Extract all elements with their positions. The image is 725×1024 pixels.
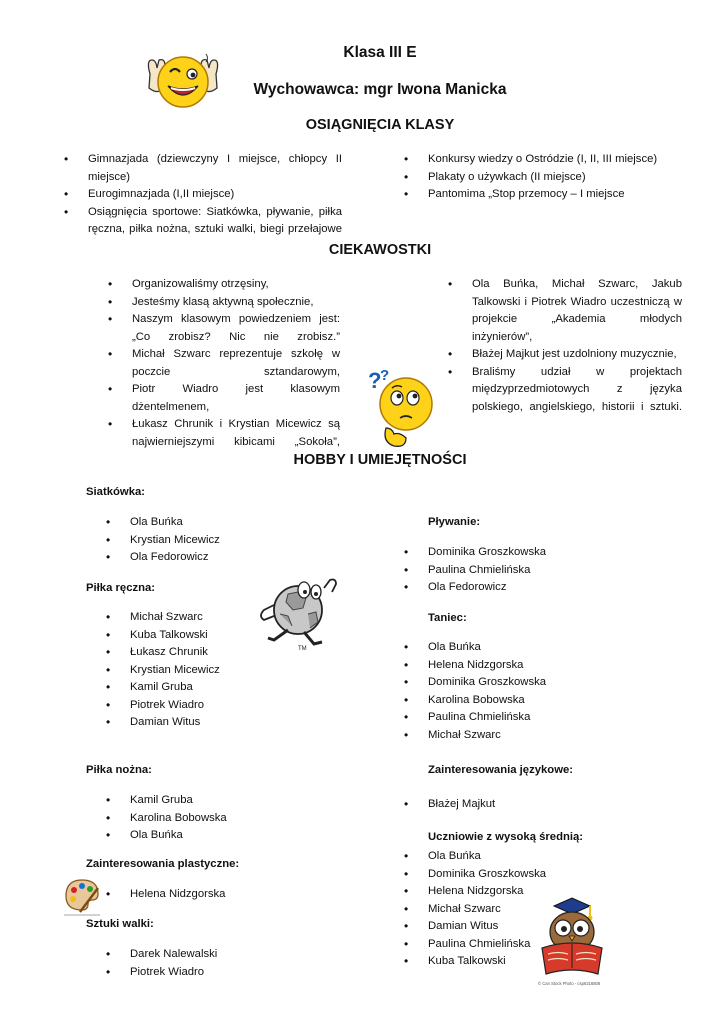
handball-label: Piłka ręczna: bbox=[86, 582, 156, 594]
list-item: • Plakaty o używkach (II miejsce) bbox=[402, 169, 692, 187]
list-item: • Paulina Chmielińska bbox=[402, 936, 602, 954]
list-item: • Helena Nidzgorska bbox=[104, 886, 304, 904]
list-item: • Naszym klasowym powiedzeniem jest: „Co zrobisz? Nic nie zrobisz.” bbox=[106, 311, 340, 346]
swimming-label: Pływanie: bbox=[428, 516, 481, 528]
list-item: • Błażej Majkut jest uzdolniony muzycznie, bbox=[446, 346, 682, 364]
list-item: • Organizowaliśmy otrzęsiny, bbox=[106, 276, 340, 294]
list-item: • Damian Witus bbox=[402, 918, 602, 936]
list-item: • Piotr Wiadro jest klasowym dżentelmenem, bbox=[106, 381, 340, 416]
list-item: • Kamil Gruba bbox=[104, 792, 304, 810]
dance-list bbox=[402, 639, 642, 744]
list-item: • Michał Szwarc reprezentuje szkołę w poczcie sztandarowym, bbox=[106, 346, 340, 381]
trivia-heading: CIEKAWOSTKI bbox=[328, 242, 432, 258]
football-list bbox=[104, 792, 304, 845]
football-label: Piłka nożna: bbox=[86, 764, 152, 776]
list-item: • Ola Buńka bbox=[104, 827, 304, 845]
list-item: • Dominika Groszkowska bbox=[402, 866, 602, 884]
list-item: • Gimnazjada (dziewczyny I miejsce, chłopcy II miejsce) bbox=[62, 151, 342, 186]
volleyball-list bbox=[104, 514, 304, 567]
list-item: • Helena Nidzgorska bbox=[402, 883, 602, 901]
class-title: Klasa III E bbox=[343, 44, 417, 61]
swimming-list bbox=[402, 544, 642, 597]
list-item: • Damian Witus bbox=[104, 714, 304, 732]
list-item: • Krystian Micewicz bbox=[104, 662, 304, 680]
list-item: • Piotrek Wiadro bbox=[104, 697, 304, 715]
art-list bbox=[104, 886, 304, 904]
list-item: • Krystian Micewicz bbox=[104, 532, 304, 550]
achievements-heading: OSIĄGNIĘCIA KLASY bbox=[305, 117, 455, 133]
list-item: • Karolina Bobowska bbox=[104, 810, 304, 828]
reading-owl-icon bbox=[536, 892, 608, 988]
list-item: • Darek Nalewalski bbox=[104, 946, 304, 964]
list-item: • Dominika Groszkowska bbox=[402, 544, 642, 562]
list-item: • Paulina Chmielińska bbox=[402, 709, 642, 727]
list-item: • Eurogimnazjada (I,II miejsce) bbox=[62, 186, 342, 204]
list-item: • Dominika Groszkowska bbox=[402, 674, 642, 692]
list-item: • Michał Szwarc bbox=[104, 609, 304, 627]
list-item: • Błażej Majkut bbox=[402, 796, 642, 814]
list-item: • Łukasz Chrunik i Krystian Micewicz są najwierniejszymi kibicami „Sokoła”, bbox=[106, 416, 340, 451]
list-item: • Piotrek Wiadro bbox=[104, 964, 304, 982]
hobby-heading: HOBBY I UMIEJĘTNOŚCI bbox=[293, 452, 467, 468]
list-item: • Karolina Bobowska bbox=[402, 692, 642, 710]
art-label: Zainteresowania plastyczne: bbox=[86, 858, 240, 870]
list-item: • Kuba Talkowski bbox=[402, 953, 602, 971]
list-item: • Jesteśmy klasą aktywną społecznie, bbox=[106, 294, 340, 312]
list-item: • Ola Buńka bbox=[402, 639, 642, 657]
list-item: • Kuba Talkowski bbox=[104, 627, 304, 645]
list-item: • Konkursy wiedzy o Ostródzie (I, II, III miejsce) bbox=[402, 151, 692, 169]
thinking-smiley-icon bbox=[366, 366, 438, 450]
list-item: • Braliśmy udział w projektach międzyprzedmiotowych z języka polskiego, angielskiego, historii i sztuki. bbox=[446, 364, 682, 417]
martial-arts-label: Sztuki walki: bbox=[86, 918, 154, 930]
list-item: • Ola Fedorowicz bbox=[104, 549, 304, 567]
paint-palette-icon bbox=[62, 876, 102, 916]
list-item: • Pantomima „Stop przemocy – I miejsce bbox=[402, 186, 692, 204]
list-item: • Osiągnięcia sportowe: Siatkówka, pływanie, piłka ręczna, piłka nożna, sztuki walki, biegi przełajowe bbox=[62, 204, 342, 239]
list-item: • Ola Buńka bbox=[104, 514, 304, 532]
list-item: • Helena Nidzgorska bbox=[402, 657, 642, 675]
list-item: • Ola Buńka, Michał Szwarc, Jakub Talkowski i Piotrek Wiadro uczestniczą w projekcie „Akademia młodych inżynierów”, bbox=[446, 276, 682, 346]
trivia-right-list bbox=[446, 276, 682, 416]
tm-mark: TM bbox=[298, 646, 307, 652]
martial-arts-list bbox=[104, 946, 304, 981]
svg-text:?: ? bbox=[368, 368, 382, 393]
volleyball-label: Siatkówka: bbox=[86, 486, 146, 498]
achievements-right-list bbox=[402, 151, 692, 204]
list-item: • Michał Szwarc bbox=[402, 901, 602, 919]
trivia-left-list bbox=[106, 276, 340, 451]
list-item: • Paulina Chmielińska bbox=[402, 562, 642, 580]
languages-list bbox=[402, 796, 642, 814]
owl-caption: © Can Stock Photo - csp6316808 bbox=[538, 981, 601, 986]
class-teacher: Wychowawca: mgr Iwona Manicka bbox=[253, 81, 507, 98]
languages-label: Zainteresowania językowe: bbox=[428, 764, 574, 776]
thumbs-up-smiley-icon bbox=[136, 48, 230, 110]
top-students-label: Uczniowie z wysoką średnią: bbox=[428, 831, 584, 843]
list-item: • Michał Szwarc bbox=[402, 727, 642, 745]
list-item: • Ola Buńka bbox=[402, 848, 602, 866]
running-ball-icon bbox=[254, 574, 350, 652]
dance-label: Taniec: bbox=[428, 612, 467, 624]
svg-text:?: ? bbox=[380, 367, 390, 384]
list-item: • Łukasz Chrunik bbox=[104, 644, 304, 662]
list-item: • Kamil Gruba bbox=[104, 679, 304, 697]
achievements-left-list bbox=[62, 151, 342, 239]
list-item: • Ola Fedorowicz bbox=[402, 579, 642, 597]
